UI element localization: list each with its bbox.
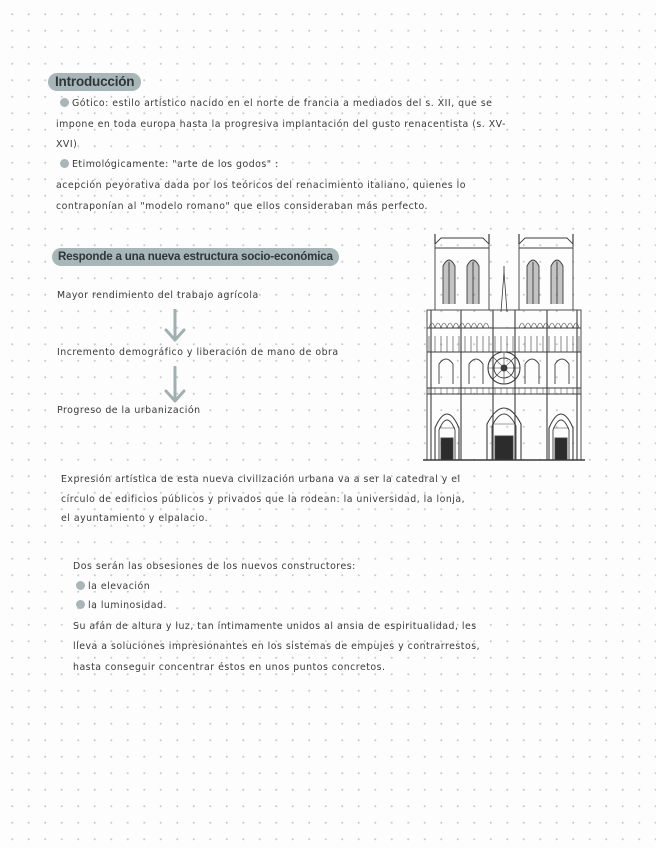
- etimologia-line-2: acepción peyorativa dada por los teóricos del renacimiento italiano, quienes lo: [56, 180, 466, 191]
- gotico-line-1: Gótico: estilo artístico nacido en el norte de francia a mediados del s. XII, que se: [60, 94, 492, 115]
- obsesiones-line-1: Su afán de altura y luz, tan íntimamente unidos al ansia de espiritualidad, les: [73, 621, 477, 632]
- gotico-line-3: XVI): [56, 139, 78, 150]
- flow-step-2: Incremento demográfico y liberación de mano de obra: [57, 347, 339, 358]
- expresion-line-3: el ayuntamiento y elpalacio.: [61, 513, 209, 524]
- arrow-down-icon: [163, 309, 187, 343]
- intro-heading: Introducción: [48, 73, 141, 91]
- flow-step-3: Progreso de la urbanización: [57, 405, 201, 416]
- expresion-line-2: círculo de edificios públicos y privados que la rodean: la universidad, la lonja,: [61, 494, 466, 505]
- arrow-down-icon: [163, 366, 187, 404]
- expresion-line-1: Expresión artística de esta nueva civilización urbana va a ser la catedral y el: [61, 474, 461, 485]
- obsesiones-intro: Dos serán las obsesiones de los nuevos constructores:: [73, 561, 356, 572]
- bullet-dot-icon: [76, 600, 85, 609]
- bullet-dot-icon: [60, 98, 69, 107]
- etimologia-line-1: Etimológicamente: "arte de los godos" :: [60, 155, 279, 176]
- obsesiones-line-2: lleva a soluciones impresionantes en los sistemas de empujes y contrarrestos,: [73, 641, 481, 652]
- gotico-line-2: impone en toda europa hasta la progresiva implantación del gusto renacentista (s. XV-: [56, 119, 506, 130]
- obsesion-item-elevacion: la elevación: [76, 577, 150, 598]
- structure-heading: Responde a una nueva estructura socio-económica: [52, 248, 339, 266]
- bullet-dot-icon: [60, 159, 69, 168]
- obsesion-item-luminosidad: la luminosidad.: [76, 596, 167, 617]
- obsesiones-line-3: hasta conseguir concentrar éstos en unos puntos concretos.: [73, 662, 386, 673]
- bullet-dot-icon: [76, 581, 85, 590]
- etimologia-line-3: contraponían al "modelo romano" que ellos consideraban más perfecto.: [56, 201, 429, 212]
- flow-step-1: Mayor rendimiento del trabajo agrícola: [57, 290, 259, 301]
- notre-dame-cathedral-illustration: [421, 232, 587, 464]
